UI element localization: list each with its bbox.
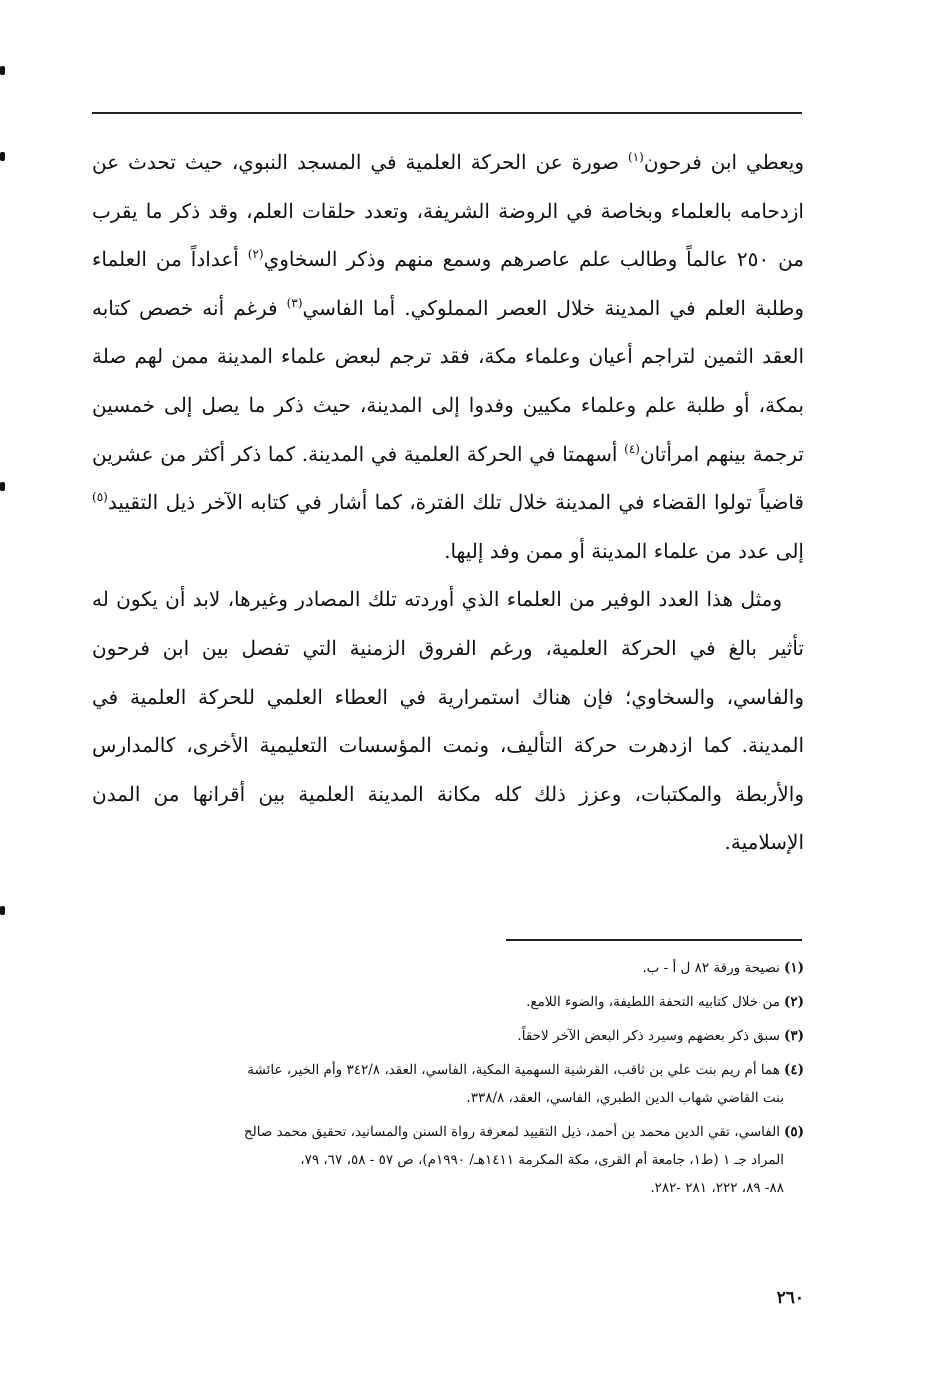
- footnote-text-continued: المراد جـ ١ (ط١، جامعة أم القرى، مكة المكرمة ١٤١١هـ/ ١٩٩٠م)، ص ٥٧ - ٥٨، ٦٧، ٧٩،: [300, 1152, 784, 1168]
- margin-mark: [0, 152, 5, 161]
- paragraph-2: ومثل هذا العدد الوفير من العلماء الذي أوردته تلك المصادر وغيرها، لابد أن يكون له تأثير بالغ في الحركة العلمية، ورغم الفروق الزمنية التي تفصل بين ابن فرحون والفاسي، والسخاوي؛ فإن هناك استمرارية في العطاء العلمي للحركة العلمية في المدينة. كما ازدهرت حركة التأليف، ونمت المؤسسات التعليمية الأخرى، كالمدارس والأربطة والمكتبات، وعزز ذلك كله مكانة المدينة العلمية بين أقرانها من المدن الإسلامية.: [92, 587, 804, 855]
- footnote-text: نصيحة ورقة ٨٢ ل أ - ب.: [642, 960, 780, 976]
- footnote-number: (٣): [783, 1028, 804, 1044]
- footnote-ref-1: (١): [628, 150, 644, 164]
- footnote-text-continued: ٨٨- ٨٩، ٢٢٢، ٢٨١ -٢٨٢.: [650, 1180, 784, 1196]
- footnote-1: [92, 954, 804, 982]
- footnote-3: [92, 1022, 804, 1050]
- text-segment: أعداداً من العلماء وطلبة العلم في المدينة خلال العصر المملوكي. أما الفاسي: [92, 247, 804, 320]
- footnote-rule: [506, 939, 802, 941]
- text-segment: إلى عدد من علماء المدينة أو ممن وفد إليها.: [444, 538, 804, 563]
- paragraph-1: [92, 138, 804, 575]
- footnote-number: (٥): [783, 1124, 804, 1140]
- footnote-2: [92, 988, 804, 1016]
- page-number: ٢٦٠: [776, 1288, 804, 1308]
- footnote-text: هما أم ريم بنت علي بن ثاقب، القرشية السهمية المكية، الفاسي، العقد، ٣٤٢/٨ وأم الخير، عائشة: [247, 1062, 780, 1078]
- footnote-ref-4: (٤): [624, 441, 640, 456]
- footnote-text: الفاسي، تقي الدين محمد بن أحمد، ذيل التقييد لمعرفة رواة السنن والمسانيد، تحقيق محمد صالح: [243, 1124, 780, 1140]
- footnote-ref-5: (٥): [92, 490, 108, 505]
- footnote-text-continued: بنت القاضي شهاب الدين الطبري، الفاسي، العقد، ٣٣٨/٨.: [466, 1090, 784, 1106]
- footnote-5: [92, 1118, 804, 1202]
- margin-mark: [0, 906, 5, 915]
- margin-mark: [0, 482, 5, 491]
- footnote-number: (٤): [783, 1062, 804, 1078]
- footnotes: [92, 954, 804, 1208]
- footnote-4: [92, 1056, 804, 1112]
- footnote-ref-2: (٢): [247, 247, 264, 262]
- footnote-number: (٢): [783, 994, 804, 1010]
- main-text: [92, 138, 804, 867]
- text-segment: أسهمتا في الحركة العلمية في المدينة. كما ذكر أكثر من عشرين قاضياً تولوا القضاء في المدينة خلال تلك الفترة، كما أشار في كتابه الآخر ذيل التقييد: [92, 441, 804, 515]
- footnote-ref-3: (٣): [286, 295, 303, 310]
- footnote-text: سبق ذكر بعضهم وسيرد ذكر البعض الآخر لاحقاً.: [517, 1028, 780, 1044]
- text-segment: ويعطي ابن فرحون: [643, 150, 804, 174]
- text-segment: فرغم أنه خصص كتابه العقد الثمين لتراجم أعيان وعلماء مكة، فقد ترجم لبعض علماء المدينة ممن لهم صلة بمكة، أو طلبة علم وعلماء مكيين وفدوا إلى المدينة، حيث ذكر ما يصل إلى خمسين ترجمة بينهم امرأتان: [92, 295, 805, 466]
- margin-mark: [0, 66, 5, 75]
- footnote-text: من خلال كتابيه التحفة اللطيفة، والضوء اللامع.: [526, 994, 780, 1010]
- header-rule: [92, 112, 802, 114]
- footnote-number: (١): [783, 960, 804, 976]
- text-segment: صورة عن الحركة العلمية في المسجد النبوي، حيث تحدث عن ازدحامه بالعلماء وبخاصة في الروضة الشريفة، وتعدد حلقات العلم، وقد ذكر ما يقرب من ٢٥٠ عالماً وطالب علم عاصرهم وسمع منهم وذكر السخاوي: [92, 150, 805, 272]
